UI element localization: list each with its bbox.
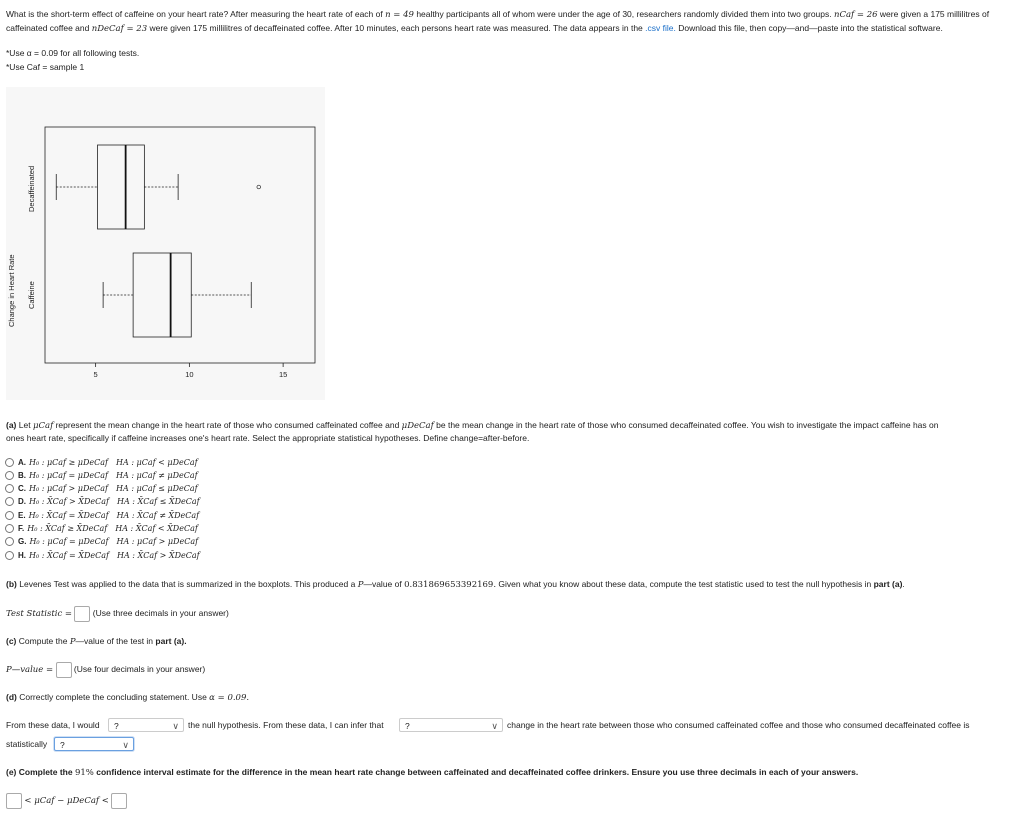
ncaf-expression: nCaf = 26 [834,10,878,20]
radio-button[interactable] [5,497,14,506]
sample-note: *Use Caf = sample 1 [6,62,85,72]
p-value-label: P—value = [6,665,54,675]
reject-decision-select[interactable]: ? ∨ [108,718,184,732]
radio-button[interactable] [5,551,14,560]
significance-select[interactable]: ? ∨ [54,737,134,751]
y-axis-label: Change in Heart Rate [7,254,16,327]
ndecaf-expression: nDeCaf = 23 [91,24,148,34]
conclusion-text-3: change in the heart rate between those who consumed caffeinated coffee and those who consumed decaffeinated coffee is [507,720,970,730]
part-e-text: (e) Complete the 91% confidence interval estimate for the difference in the mean heart rate change between caffeinated and decaffeinated coffee drinkers. Ensure you use three decimals in each of your answers. [6,767,859,778]
plot-frame [45,127,315,363]
hypothesis-option[interactable]: C. H₀ : μCaf > μDeCaf HA : μCaf ≤ μDeCaf [5,484,198,494]
boxplot-svg [6,87,325,400]
radio-button[interactable] [5,471,14,480]
conclusion-text-1: From these data, I would [6,720,100,730]
p-value-row: P—value = (Use four decimals in your answer) [6,661,205,678]
chevron-down-icon: ∨ [172,721,179,731]
part-b-text: (b) Levenes Test was applied to the data that is summarized in the boxplots. This produced a P—value of 0.831869653392169. Given what you know about these data, compute the test statistic used to test the null hypothesis in part (a). [6,579,905,590]
n-expression: n = 49 [385,10,414,20]
category-label-caffeine: Caffeine [27,281,36,309]
ci-expression: < μCaf − μDeCaf < [24,796,109,806]
test-statistic-label: Test Statistic = [6,609,73,619]
radio-button[interactable] [5,537,14,546]
test-statistic-row: Test Statistic = (Use three decimals in your answer) [6,605,229,622]
hypothesis-option[interactable]: F. H₀ : X̄Caf ≥ X̄DeCaf HA : X̄Caf < X̄DeCaf [5,524,198,534]
x-tick-label: 5 [93,370,98,379]
ci-upper-input[interactable] [111,793,127,809]
part-d-text: (d) Correctly complete the concluding statement. Use α = 0.09. [6,692,250,703]
csv-file-link[interactable]: .csv file. [645,23,676,33]
conclusion-text-4: statistically [6,739,48,749]
test-statistic-input[interactable] [74,606,90,622]
radio-button[interactable] [5,484,14,493]
radio-button[interactable] [5,511,14,520]
part-a-text-line2: ones heart rate, specifically if caffeine increases one's heart rate. Select the appropriate statistical hypotheses. Define change=after-before. [6,433,530,443]
hypothesis-option[interactable]: G. H₀ : μCaf = μDeCaf HA : μCaf > μDeCaf [5,537,198,547]
part-c-text: (c) Compute the P—value of the test in part (a). [6,636,187,647]
radio-button[interactable] [5,524,14,533]
radio-button[interactable] [5,458,14,467]
hypothesis-option[interactable]: D. H₀ : X̄Caf > X̄DeCaf HA : X̄Caf ≤ X̄DeCaf [5,497,200,507]
p-value-input[interactable] [56,662,72,678]
hypothesis-option[interactable]: B. H₀ : μCaf = μDeCaf HA : μCaf ≠ μDeCaf [5,470,198,480]
chevron-down-icon: ∨ [122,740,129,750]
conclusion-text-2: the null hypothesis. From these data, I can infer that [188,720,384,730]
category-label-decaf: Decaffeinated [27,165,36,212]
inference-select[interactable]: ? ∨ [399,718,503,732]
hypothesis-option[interactable]: H. H₀ : X̄Caf = X̄DeCaf HA : X̄Caf > X̄DeCaf [5,550,200,560]
alpha-note: *Use α = 0.09 for all following tests. [6,48,140,58]
part-a-text-line1: (a) Let μCaf represent the mean change in the heart rate of those who consumed caffeinated coffee and μDeCaf be the mean change in the heart rate of those who consumed decaffeinated coffee. You wish to investigate the impact caffeine has on [6,420,939,431]
chevron-down-icon: ∨ [491,721,498,731]
ci-lower-input[interactable] [6,793,22,809]
boxplot-chart [6,87,325,400]
box-caffeine [133,253,191,337]
hypothesis-option[interactable]: A. H₀ : μCaf ≥ μDeCaf HA : μCaf < μDeCaf [5,457,198,467]
hypothesis-option[interactable]: E. H₀ : X̄Caf = X̄DeCaf HA : X̄Caf ≠ X̄DeCaf [5,510,199,520]
question-intro: What is the short-term effect of caffeine on your heart rate? After measuring the heart rate of each of n = 49 healthy participants all of whom were under the age of 30, researchers randomly divided them into two groups. nCaf = 26 were given a 175 millilitres of caffeinated coffee and nDeCaf = 23 were given 175 millilitres of decaffeinated coffee. After 10 minutes, each persons heart rate was measured. The data appears in the .csv file. Download this file, then copy—and—paste into the statistical software. [6,9,990,34]
x-tick-label: 15 [278,370,288,379]
x-tick-label: 10 [185,370,194,379]
box-decaf [98,145,145,229]
confidence-interval-row [6,792,127,809]
outlier-point [257,185,261,189]
